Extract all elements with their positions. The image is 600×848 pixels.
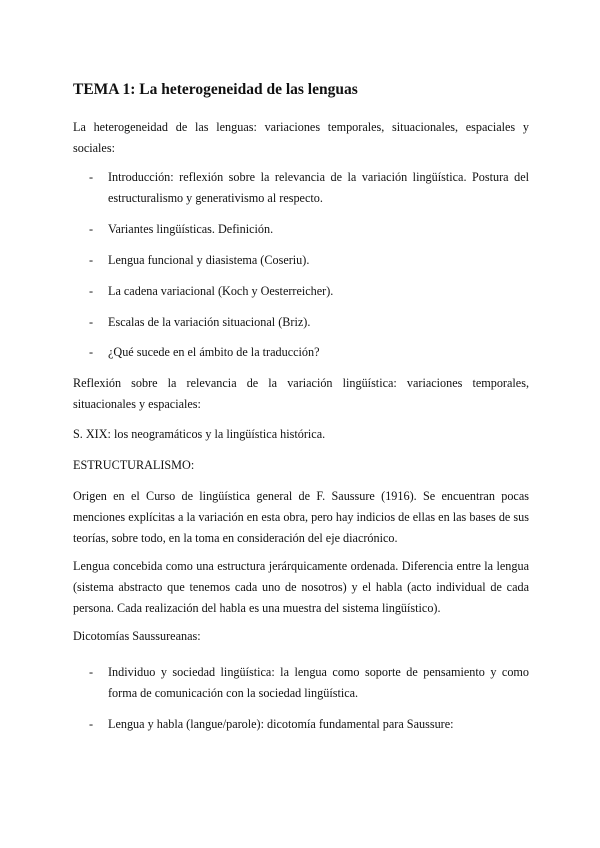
intro-paragraph: La heterogeneidad de las lenguas: variaciones temporales, situacionales, espaciales y sociales:: [73, 120, 529, 155]
structuralism-heading: ESTRUCTURALISMO:: [73, 458, 195, 472]
list-dash: -: [89, 345, 94, 359]
topic-text: ¿Qué sucede en el ámbito de la traducción?: [108, 345, 320, 359]
list-dash: -: [89, 284, 94, 298]
list-dash: -: [89, 315, 94, 329]
sxix-paragraph: S. XIX: los neogramáticos y la lingüística histórica.: [73, 427, 326, 441]
dichotomies-heading: Dicotomías Saussureanas:: [73, 629, 201, 643]
dichotomy-item: [89, 714, 529, 735]
list-dash: -: [89, 222, 94, 236]
list-dash: -: [89, 170, 94, 184]
topic-text: La cadena variacional (Koch y Oesterreicher).: [108, 284, 334, 298]
topic-text: Variantes lingüísticas. Definición.: [108, 222, 274, 236]
page-title: TEMA 1: La heterogeneidad de las lenguas: [73, 81, 358, 98]
dichotomy-item: [89, 662, 529, 704]
topic-item: [89, 250, 529, 271]
topic-text: Escalas de la variación situacional (Briz).: [108, 315, 311, 329]
topic-item: [89, 167, 529, 209]
topic-item: [89, 219, 529, 240]
reflection-heading: Reflexión sobre la relevancia de la variación lingüística: variaciones temporales, situacionales y espaciales:: [73, 376, 529, 411]
origin-paragraph: Origen en el Curso de lingüística general de F. Saussure (1916). Se encuentran pocas menciones explícitas a la variación en esta obra, pero hay indicios de ellas en las bases de sus teorías, sobre todo, en la toma en consideración del eje diacrónico.: [73, 489, 529, 545]
dichotomy-text: Individuo y sociedad lingüística: la lengua como soporte de pensamiento y como forma de comunicación con la sociedad lingüística.: [108, 665, 529, 700]
list-dash: -: [89, 665, 94, 679]
topic-text: Introducción: reflexión sobre la relevancia de la variación lingüística. Postura del estructuralismo y generativismo al respecto.: [108, 170, 529, 205]
topic-item: [89, 342, 529, 363]
topic-item: [89, 312, 529, 333]
language-paragraph: Lengua concebida como una estructura jerárquicamente ordenada. Diferencia entre la lengua (sistema abstracto que tenemos cada uno de nosotros) y el habla (acto individual de cada persona. Cada realización del habla es una muestra del sistema lingüístico).: [73, 559, 529, 615]
dichotomy-text: Lengua y habla (langue/parole): dicotomía fundamental para Saussure:: [108, 717, 454, 731]
list-dash: -: [89, 253, 94, 267]
topic-item: [89, 281, 529, 302]
topic-text: Lengua funcional y diasistema (Coseriu).: [108, 253, 310, 267]
list-dash: -: [89, 717, 94, 731]
